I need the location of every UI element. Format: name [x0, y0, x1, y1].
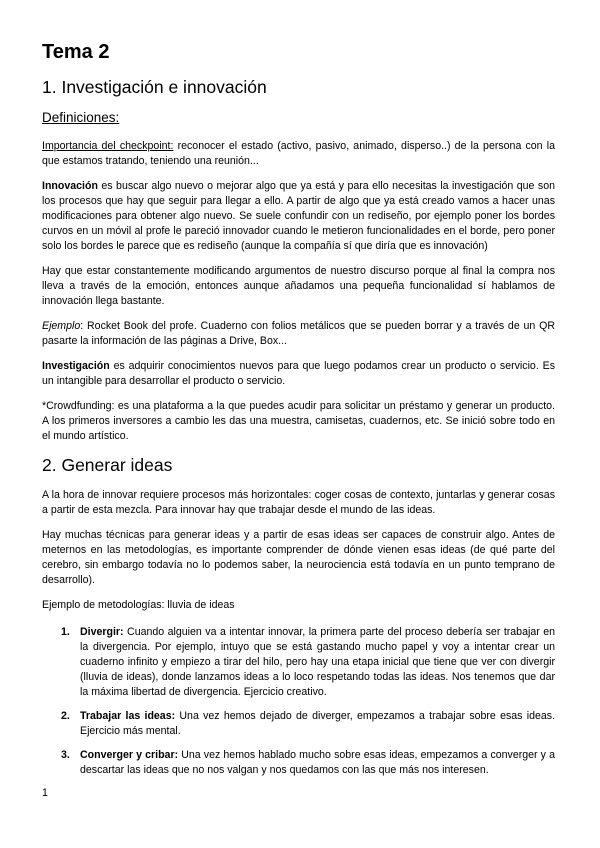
checkpoint-paragraph: [42, 139, 555, 169]
ejemplo-paragraph: [42, 319, 555, 349]
metodologias-example-line: Ejemplo de metodologías: lluvia de ideas: [42, 599, 235, 611]
list-item: [42, 748, 555, 778]
list-item-text: Una vez hemos hablado mucho sobre esas ideas, empezamos a converger y a descartar las ideas que no nos valgan y nos quedamos con las que más nos interesen.: [80, 749, 555, 776]
generar-ideas-paragraph-2: Hay muchas técnicas para generar ideas y a partir de esas ideas ser capaces de construir algo. Antes de meternos en las metodologías, es importante comprender de dónde vienen esas ideas (de qué parte del cerebro, sin embargo todavía no lo podemos saber, la neurociencia está todavía en un punto temprano de desarrollo).: [42, 529, 555, 586]
list-item-text: Cuando alguien va a intentar innovar, la primera parte del proceso debería ser trabajar en la divergencia. Por ejemplo, intuyo que se está gastando mucho papel y voy a intentar crear un cuaderno infinito y empiezo a tirar del hilo, pero hay una etapa inicial que tiene que ver con divergir (lluvia de ideas), donde lanzamos ideas a lo loco respetando todas las ideas. Nos tenemos que dar la máxima libertad de divergencia. Ejercicio creativo.: [80, 626, 555, 698]
innovacion-term: Innovación: [42, 180, 98, 192]
list-item-label: Trabajar las ideas:: [80, 710, 176, 722]
investigacion-paragraph: [42, 359, 555, 389]
list-item-label: Converger y cribar:: [80, 749, 179, 761]
generar-ideas-paragraph-1: A la hora de innovar requiere procesos más horizontales: coger cosas de contexto, juntarlas y generar cosas a partir de esta mezcla. Para innovar hay que trabajar desde el mundo de las ideas.: [42, 489, 555, 516]
list-item-number: 3.: [61, 749, 70, 761]
page-number: 1: [42, 787, 48, 799]
innovacion-text: es buscar algo nuevo o mejorar algo que ya está y para ello necesitas la investigación que son los procesos que hay que seguir para llegar a ello. A partir de algo que ya está creado vamos a hacer unas modificaciones para obtener algo nuevo. Se suele confundir con un rediseño, por ejemplo poner los bordes curvos en un móvil al profe le pareció innovador cuando le metieron funcionalidades en el borde, pero poner solo los bordes le parece que es rediseño (aunque la compañía sí que diría que es innovación): [42, 180, 555, 252]
section-2-heading: 2. Generar ideas: [42, 455, 173, 475]
definitions-subheading: Definiciones:: [42, 110, 120, 125]
argumentos-paragraph: Hay que estar constantemente modificando argumentos de nuestro discurso porque al final la compra nos lleva a través de la emoción, entonces aunque añadamos una pequeña funcionalidad sí hablamos de innovación llega bastante.: [42, 265, 555, 307]
innovacion-paragraph: [42, 179, 555, 254]
investigacion-text: es adquirir conocimientos nuevos para que luego podamos crear un producto o servicio. Es un intangible para desarrollar el producto o servicio.: [42, 360, 555, 387]
ejemplo-label: Ejemplo: [42, 320, 81, 332]
section-1-heading: 1. Investigación e innovación: [42, 77, 267, 97]
document-title: Tema 2: [42, 41, 110, 63]
list-item-label: Divergir:: [80, 626, 124, 638]
investigacion-term: Investigación: [42, 360, 110, 372]
checkpoint-label: Importancia del checkpoint:: [42, 140, 174, 152]
list-item-text: Una vez hemos dejado de diverger, empezamos a trabajar sobre esas ideas. Ejercicio más mental.: [80, 710, 556, 737]
list-item-number: 1.: [61, 626, 70, 638]
document-page: [42, 40, 555, 787]
ejemplo-text: : Rocket Book del profe. Cuaderno con folios metálicos que se pueden borrar y a través de un QR pasarte la información de las páginas a Drive, Box...: [42, 320, 555, 347]
crowdfunding-paragraph: *Crowdfunding: es una plataforma a la que puedes acudir para solicitar un préstamo y generar un producto. A los primeros inversores a cambio les das una muestra, camisetas, cuadernos, etc. Se inició sobre todo en el mundo artístico.: [42, 400, 555, 442]
list-item: [42, 625, 555, 700]
checkpoint-text: reconocer el estado (activo, pasivo, animado, disperso..) de la persona con la que estamos tratando, teniendo una reunión...: [42, 140, 555, 167]
list-item-number: 2.: [61, 710, 70, 722]
list-item: [42, 709, 555, 739]
steps-list: [42, 625, 555, 778]
